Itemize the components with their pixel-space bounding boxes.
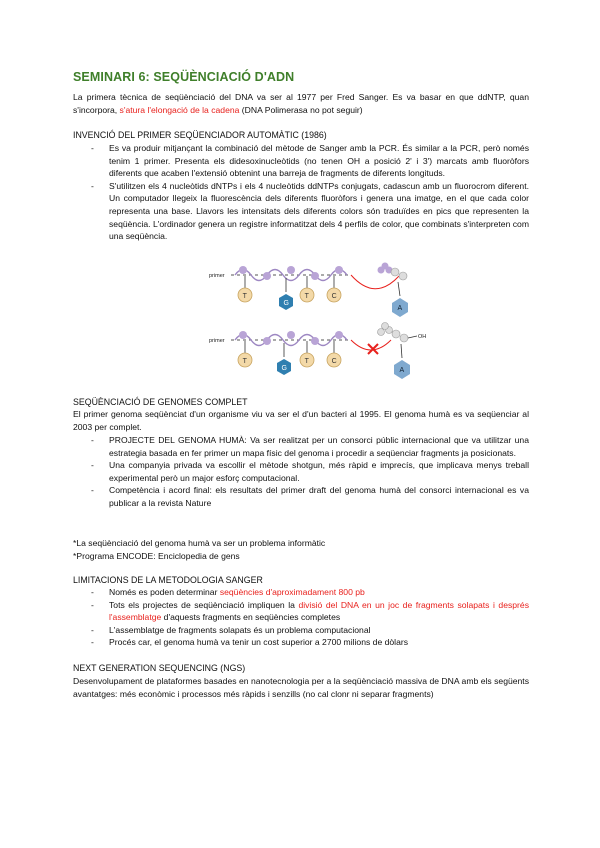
base-label-g: G [283,300,289,307]
terminated-strand-bottom [209,323,426,380]
base-label-t: T [242,358,247,365]
limit-1-text: Només es poden determinar [109,587,220,597]
limit-2-text: Tots els projectes de seqüènciació impliquen la [109,599,299,610]
list-item [73,599,529,624]
base-label-a: A [399,367,405,374]
sanger-diagram [205,262,465,386]
list-item: - PROJECTE DEL GENOMA HUMÀ: Va ser realitzat per un consorci públic internacional que va utilitzar una estrategia basada en fer primer un mapa físic del genoma i procedir a seqüenciar fragments ja posicionats. [73,434,529,459]
page-title: SEMINARI 6: SEQÜÈNCIACIÓ D'ADN [73,70,295,84]
genomes-list [73,434,529,510]
extending-strand-top [209,263,408,318]
note-encode: *Programa ENCODE: Enciclopedia de gens [73,551,240,561]
list-item: - Es va produir mitjançant la combinació del mètode de Sanger amb la PCR. És similar a la PCR, però només tenim 1 primer. Presenta els didesoxinucleòtids (no tenen OH a posició 2' i 3') marcats amb fluoròfors diferents que acaben l'extensió obtenint una barreja de fragments de diferents longituds. [73,142,529,180]
note-human-genome: *La seqüènciació del genoma humà va ser un problema informàtic [73,538,326,548]
oh-label: OH [418,334,427,340]
base-label-c: C [331,293,337,300]
intro-text-2: (DNA Polimerasa no pot seguir) [239,104,363,115]
base-label-t: T [242,293,247,300]
section-heading-sanger-limits: LIMITACIONS DE LA METODOLOGIA SANGER [73,575,263,585]
intro-paragraph [73,91,529,116]
automatic-sequencer-list [73,142,529,243]
base-label-t: T [304,358,309,365]
sanger-limits-list [73,586,529,649]
limit-2-text-end: d'aquests fragments en seqüències completes [161,612,341,623]
limit-1-highlight: seqüències d'aproximadament 800 pb [219,587,365,597]
list-item [73,586,529,599]
genomes-intro: El primer genoma seqüènciat d'un organisme viu va ser el d'un bacteri al 1995. El genoma humà es va seqüenciar al 2003 per complet. [73,409,529,432]
base-label-a: A [397,305,403,312]
section-heading-automatic-sequencer: INVENCIÓ DEL PRIMER SEQÜENCIADOR AUTOMÀTIC (1986) [73,130,327,140]
base-label-t: T [304,293,309,300]
list-item: - S'utilitzen els 4 nucleòtids dNTPs i els 4 nucleòtids ddNTPs conjugats, cadascun amb un fluorocrom diferent. Un computador llegeix la fluorescència dels diferents fluoròfors i genera una imatge, en el que cada color representa una base. Llavors les intensitats dels diferents colors són traduïdes en pics que representen la seqüència. L'ordinador genera un registre informatitzat dels 4 perfils de color, que combinats s'interpreten com una seqüència. [73,180,529,243]
list-item: - L'assemblatge de fragments solapats és un problema computacional [73,624,529,637]
limit-2-highlight: divisió del DNA en un joc de fragments solapats i després l'assemblatge [109,599,529,623]
section-heading-genomes: SEQÜÈNCIACIÓ DE GENOMES COMPLET [73,397,248,407]
primer-label-top: primer [209,273,225,279]
base-label-g: G [281,365,287,372]
base-label-c: C [331,358,337,365]
list-item: - Competència i acord final: els resultats del primer draft del genoma humà del consorci internacional es va publicar a la revista Nature [73,484,529,509]
ngs-paragraph: Desenvolupament de plataformes basades en nanotecnologia per a la seqüènciació massiva de DNA amb els següents avantatges: més econòmic i processos més ràpids i senzills (no cal clonr ni separar fragments) [73,676,529,699]
section-heading-ngs: NEXT GENERATION SEQUENCING (NGS) [73,663,246,673]
list-item: - Una companyia privada va escollir el mètode shotgun, més ràpid e imprecís, que implicava menys treball experimental però un major esforç computacional. [73,459,529,484]
list-item: - Procés car, el genoma humà va tenir un cost superior a 2700 milions de dòlars [73,636,529,649]
intro-text-1: La primera tècnica de seqüènciació del DNA va ser al 1977 per Fred Sanger. Es va basar en que ddNTP, quan s'incorpora, [73,92,529,115]
intro-highlight: s'atura l'elongació de la cadena [119,104,240,115]
primer-label-bottom: primer [209,338,225,344]
